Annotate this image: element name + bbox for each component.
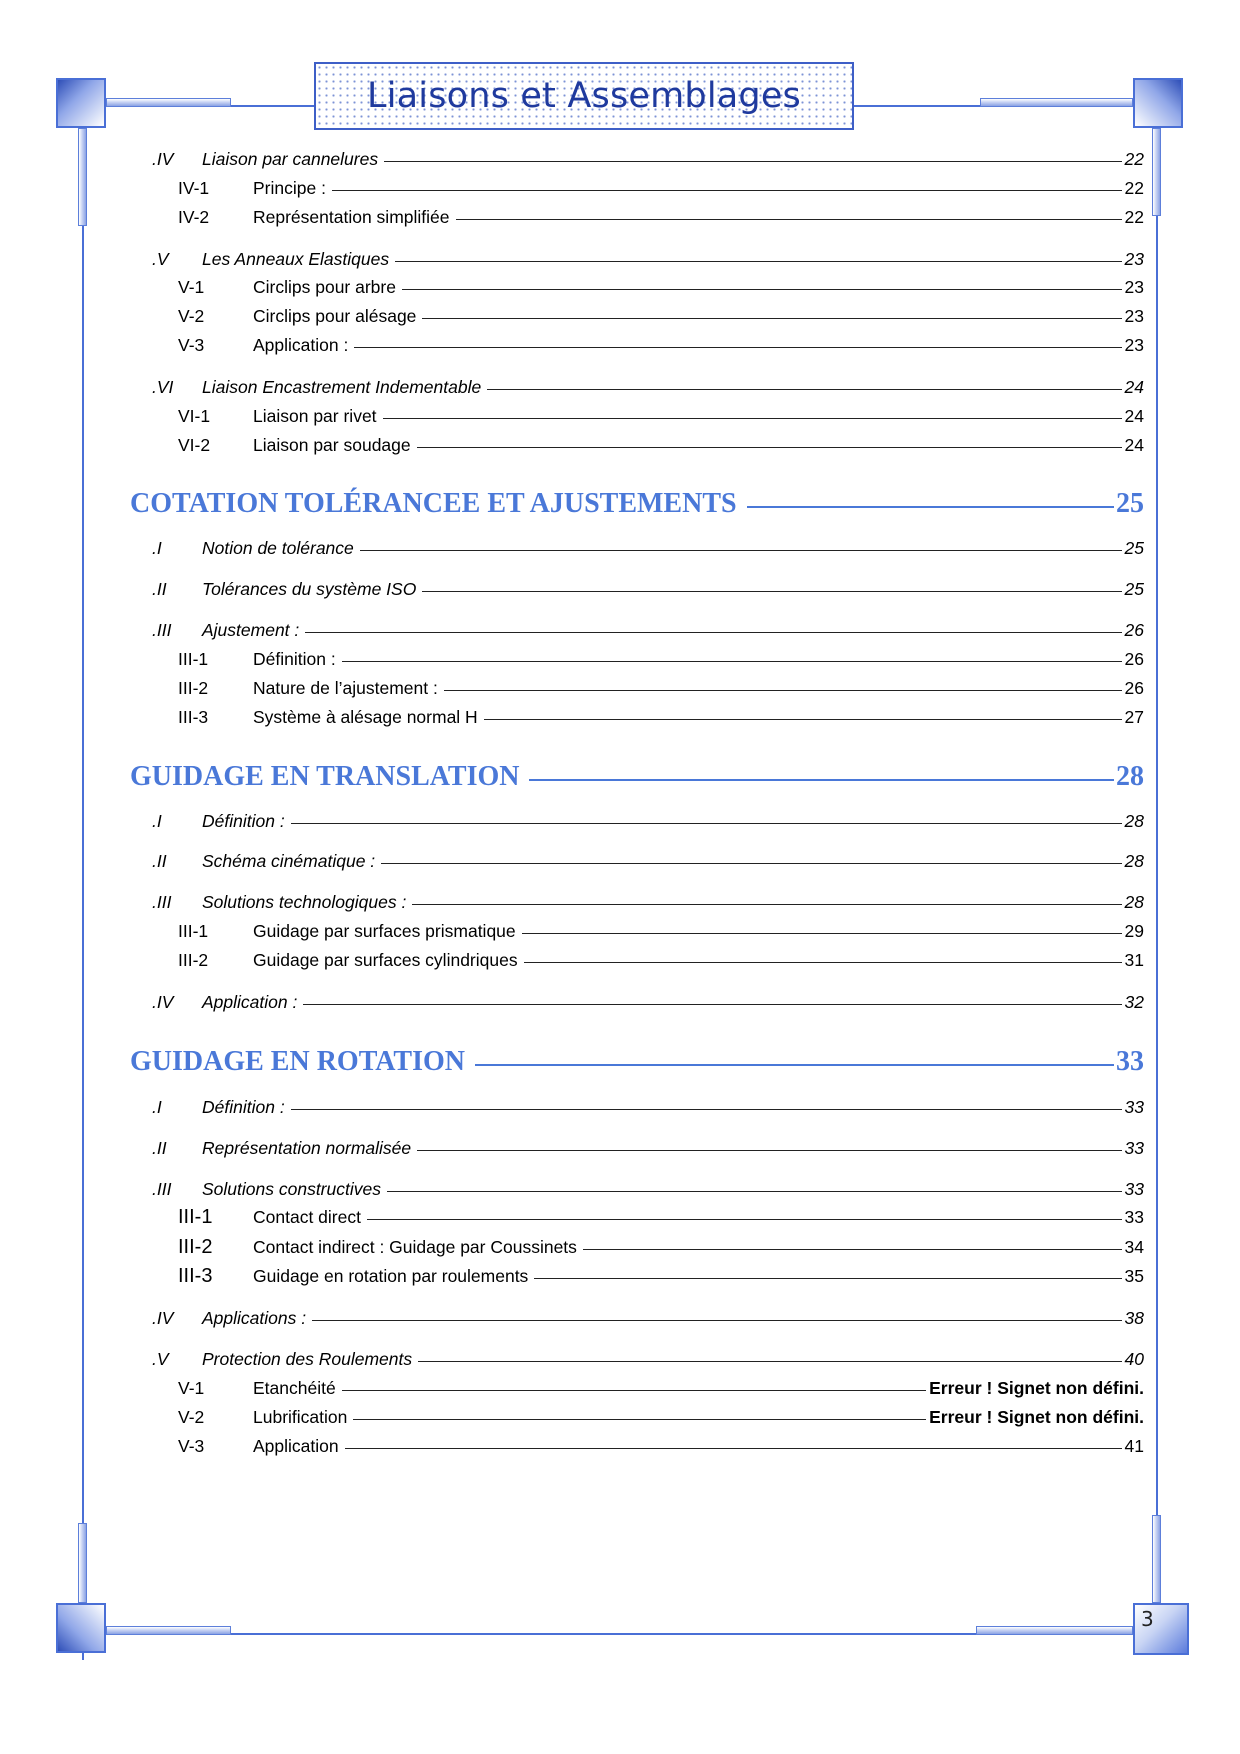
- toc-entry-page: 22: [1124, 149, 1144, 169]
- toc-entry-label: Tolérances du système ISO: [202, 579, 417, 599]
- toc-leader: [524, 962, 1122, 963]
- bar-right-bottom: [1152, 1515, 1161, 1603]
- toc-section[interactable]: [152, 810, 1144, 832]
- toc-entry-number: .II: [152, 851, 167, 871]
- toc-entry-page: 28: [1124, 851, 1144, 871]
- toc-subsection[interactable]: [178, 1377, 1144, 1399]
- toc-entry-page: 22: [1124, 178, 1144, 198]
- toc-entry-page: Erreur ! Signet non défini.: [929, 1407, 1144, 1427]
- toc-entry-page: 31: [1124, 950, 1144, 970]
- bar-bottom-right: [976, 1626, 1133, 1635]
- toc-entry-page: 26: [1124, 649, 1144, 669]
- toc-section[interactable]: [152, 1096, 1144, 1118]
- toc-entry-page: 25: [1124, 538, 1144, 558]
- bar-bottom-left: [106, 1626, 231, 1635]
- toc-entry-page: 25: [1124, 579, 1144, 599]
- toc-leader: [354, 347, 1121, 348]
- toc-entry-page: 23: [1124, 306, 1144, 326]
- toc-section[interactable]: [152, 1178, 1144, 1200]
- toc-leader: [422, 591, 1121, 592]
- toc-entry-label: Solutions technologiques :: [202, 892, 407, 912]
- toc-leader: [529, 779, 1114, 781]
- toc-leader: [395, 261, 1121, 262]
- toc-entry-page: 35: [1124, 1266, 1144, 1286]
- toc-entry-label: Contact indirect : Guidage par Coussinets: [253, 1237, 577, 1257]
- toc-entry-label: Liaison par rivet: [253, 406, 377, 426]
- toc-leader: [353, 1419, 926, 1420]
- page-number-box: [1133, 1603, 1189, 1655]
- toc-entry-page: 38: [1124, 1308, 1144, 1328]
- toc-entry-label: Principe :: [253, 178, 326, 198]
- toc-entry-label: Liaison par cannelures: [202, 149, 379, 169]
- toc-entry-number: IV-1: [178, 178, 210, 198]
- toc-entry-label: Liaison Encastrement Indementable: [202, 377, 482, 397]
- toc-entry-label: Application :: [253, 335, 349, 355]
- toc-entry-number: III-2: [178, 1236, 213, 1258]
- toc-leader: [747, 506, 1114, 508]
- toc-entry-label: Définition :: [202, 1097, 285, 1117]
- toc-leader: [417, 447, 1122, 448]
- corner-top-right: [1133, 78, 1183, 128]
- toc-entry-number: V-2: [178, 306, 205, 326]
- toc-leader: [522, 933, 1122, 934]
- toc-chapter[interactable]: [130, 761, 1144, 793]
- toc-subsection[interactable]: [178, 949, 1144, 971]
- toc-entry-page: 24: [1124, 406, 1144, 426]
- toc-chapter-title: GUIDAGE EN TRANSLATION: [130, 761, 520, 792]
- toc-entry-page: 28: [1124, 892, 1144, 912]
- toc-subsection[interactable]: [178, 434, 1144, 456]
- toc-entry-label: Notion de tolérance: [202, 538, 354, 558]
- toc-entry-label: Système à alésage normal H: [253, 707, 478, 727]
- toc-chapter-title: COTATION TOLÉRANCEE ET AJUSTEMENTS: [130, 488, 737, 519]
- toc-entry-label: Guidage par surfaces cylindriques: [253, 950, 518, 970]
- toc-entry-page: 27: [1124, 707, 1144, 727]
- toc-leader: [305, 632, 1121, 633]
- toc-entry-label: Guidage en rotation par roulements: [253, 1266, 529, 1286]
- toc-entry-number: III-2: [178, 678, 209, 698]
- toc-subsection[interactable]: [178, 1435, 1144, 1457]
- toc-section[interactable]: [152, 248, 1144, 270]
- toc-entry-number: III-3: [178, 1265, 213, 1287]
- toc-entry-label: Application: [253, 1436, 339, 1456]
- toc-entry-number: III-2: [178, 950, 209, 970]
- toc-entry-number: .III: [152, 892, 172, 912]
- toc-entry-label: Les Anneaux Elastiques: [202, 249, 390, 269]
- toc-entry-label: Représentation simplifiée: [253, 207, 450, 227]
- toc-chapter[interactable]: [130, 1046, 1144, 1078]
- toc-entry-label: Définition :: [253, 649, 336, 669]
- toc-entry-label: Ajustement :: [202, 620, 300, 640]
- toc-entry-number: .III: [152, 1179, 172, 1199]
- toc-subsection[interactable]: [178, 276, 1144, 298]
- toc-entry-page: 24: [1124, 435, 1144, 455]
- toc-entry-number: .IV: [152, 992, 174, 1012]
- toc-subsection[interactable]: [178, 1406, 1144, 1428]
- toc-leader: [583, 1249, 1122, 1250]
- frame-left-line: [82, 130, 84, 1660]
- toc-entry-page: 33: [1124, 1138, 1144, 1158]
- toc-leader: [412, 904, 1121, 905]
- toc-entry-page: 33: [1124, 1207, 1144, 1227]
- toc-section[interactable]: [152, 148, 1144, 170]
- toc-leader: [418, 1361, 1121, 1362]
- bar-right-top: [1152, 128, 1161, 216]
- toc-entry-number: .I: [152, 538, 162, 558]
- toc-leader: [484, 719, 1122, 720]
- toc-leader: [312, 1320, 1121, 1321]
- toc-subsection[interactable]: [178, 305, 1144, 327]
- toc-entry-number: .I: [152, 811, 162, 831]
- toc-entry-number: III-1: [178, 649, 209, 669]
- toc-entry-label: Représentation normalisée: [202, 1138, 412, 1158]
- toc-section[interactable]: [152, 1348, 1144, 1370]
- toc-entry-number: V-1: [178, 1378, 205, 1398]
- toc-subsection[interactable]: [178, 648, 1144, 670]
- toc-entry-page: 29: [1124, 921, 1144, 941]
- bar-left-top: [78, 128, 87, 226]
- toc-entry-label: Etanchéité: [253, 1378, 336, 1398]
- toc-section[interactable]: [152, 619, 1144, 641]
- page-number: 3: [1141, 1607, 1154, 1631]
- toc-subsection[interactable]: [178, 1236, 1144, 1258]
- toc-chapter-page: 28: [1116, 761, 1144, 792]
- toc-entry-number: .V: [152, 1349, 169, 1369]
- toc-section[interactable]: [152, 850, 1144, 872]
- toc-leader: [475, 1064, 1114, 1066]
- toc-leader: [303, 1004, 1121, 1005]
- toc-entry-number: III-1: [178, 1206, 213, 1228]
- toc-entry-number: III-3: [178, 707, 209, 727]
- toc-leader: [291, 1109, 1122, 1110]
- toc-leader: [456, 219, 1122, 220]
- toc-entry-number: V-3: [178, 335, 205, 355]
- corner-bottom-left: [56, 1603, 106, 1653]
- toc-entry-page: 26: [1124, 620, 1144, 640]
- toc-leader: [487, 389, 1121, 390]
- toc-entry-number: VI-1: [178, 406, 211, 426]
- toc-entry-label: Contact direct: [253, 1207, 361, 1227]
- toc-chapter-page: 25: [1116, 488, 1144, 519]
- toc-entry-label: Définition :: [202, 811, 285, 831]
- toc-entry-label: Circlips pour arbre: [253, 277, 396, 297]
- bar-top-right: [980, 98, 1133, 107]
- toc-entry-page: 24: [1124, 377, 1144, 397]
- toc-leader: [360, 550, 1122, 551]
- toc-entry-number: .III: [152, 620, 172, 640]
- toc-subsection[interactable]: [178, 177, 1144, 199]
- toc-section[interactable]: [152, 578, 1144, 600]
- toc-leader: [332, 190, 1122, 191]
- bar-left-bottom: [78, 1523, 87, 1603]
- toc-entry-page: 23: [1124, 249, 1144, 269]
- toc-entry-number: .V: [152, 249, 169, 269]
- toc-subsection[interactable]: [178, 334, 1144, 356]
- toc-entry-page: 28: [1124, 811, 1144, 831]
- toc-leader: [387, 1191, 1122, 1192]
- toc-leader: [383, 418, 1122, 419]
- toc-subsection[interactable]: [178, 1206, 1144, 1228]
- toc-entry-label: Nature de l’ajustement :: [253, 678, 438, 698]
- toc-section[interactable]: [152, 991, 1144, 1013]
- toc-leader: [444, 690, 1122, 691]
- toc-entry-number: VI-2: [178, 435, 211, 455]
- toc-leader: [291, 823, 1122, 824]
- toc-subsection[interactable]: [178, 677, 1144, 699]
- toc-entry-page: Erreur ! Signet non défini.: [929, 1378, 1144, 1398]
- toc-entry-number: .IV: [152, 149, 174, 169]
- toc-entry-page: 33: [1124, 1179, 1144, 1199]
- toc-entry-page: 41: [1124, 1436, 1144, 1456]
- toc-leader: [402, 289, 1122, 290]
- toc-leader: [342, 661, 1122, 662]
- toc-section[interactable]: [152, 1137, 1144, 1159]
- toc-subsection[interactable]: [178, 706, 1144, 728]
- toc-subsection[interactable]: [178, 1265, 1144, 1287]
- toc-leader: [381, 863, 1121, 864]
- toc-entry-number: III-1: [178, 921, 209, 941]
- toc-entry-label: Protection des Roulements: [202, 1349, 413, 1369]
- header-banner: [314, 62, 854, 130]
- toc-subsection[interactable]: [178, 206, 1144, 228]
- toc-leader: [384, 161, 1121, 162]
- toc-leader: [345, 1448, 1122, 1449]
- toc-subsection[interactable]: [178, 920, 1144, 942]
- toc-entry-number: V-3: [178, 1436, 205, 1456]
- toc-section[interactable]: [152, 537, 1144, 559]
- toc-entry-label: Lubrification: [253, 1407, 348, 1427]
- frame-right-line: [1156, 130, 1158, 1602]
- toc-entry-number: V-2: [178, 1407, 205, 1427]
- toc-entry-number: .VI: [152, 377, 174, 397]
- toc-entry-label: Applications :: [202, 1308, 307, 1328]
- toc-entry-page: 26: [1124, 678, 1144, 698]
- toc-chapter-page: 33: [1116, 1046, 1144, 1077]
- toc-entry-number: .I: [152, 1097, 162, 1117]
- toc-section[interactable]: [152, 891, 1144, 913]
- document-title: Liaisons et Assemblages: [367, 76, 801, 116]
- toc-entry-label: Guidage par surfaces prismatique: [253, 921, 516, 941]
- bar-top-left: [106, 98, 231, 107]
- toc-leader: [417, 1150, 1121, 1151]
- toc-entry-label: Schéma cinématique :: [202, 851, 376, 871]
- corner-top-left: [56, 78, 106, 128]
- toc-chapter[interactable]: [130, 488, 1144, 520]
- toc-entry-page: 40: [1124, 1349, 1144, 1369]
- toc-leader: [534, 1278, 1121, 1279]
- toc-entry-label: Circlips pour alésage: [253, 306, 417, 326]
- toc-leader: [367, 1219, 1122, 1220]
- toc-entry-label: Application :: [202, 992, 298, 1012]
- toc-section[interactable]: [152, 1307, 1144, 1329]
- toc-section[interactable]: [152, 376, 1144, 398]
- toc-chapter-title: GUIDAGE EN ROTATION: [130, 1046, 466, 1077]
- toc-entry-number: IV-2: [178, 207, 210, 227]
- toc-subsection[interactable]: [178, 405, 1144, 427]
- toc-entry-label: Solutions constructives: [202, 1179, 381, 1199]
- toc-entry-label: Liaison par soudage: [253, 435, 411, 455]
- toc-entry-number: V-1: [178, 277, 205, 297]
- toc-leader: [342, 1390, 926, 1391]
- toc-entry-page: 22: [1124, 207, 1144, 227]
- toc-entry-page: 23: [1124, 335, 1144, 355]
- toc-entry-number: .IV: [152, 1308, 174, 1328]
- toc-entry-page: 34: [1124, 1237, 1144, 1257]
- toc-entry-number: .II: [152, 579, 167, 599]
- toc-entry-number: .II: [152, 1138, 167, 1158]
- toc-entry-page: 33: [1124, 1097, 1144, 1117]
- toc-entry-page: 32: [1124, 992, 1144, 1012]
- toc-leader: [422, 318, 1121, 319]
- toc-entry-page: 23: [1124, 277, 1144, 297]
